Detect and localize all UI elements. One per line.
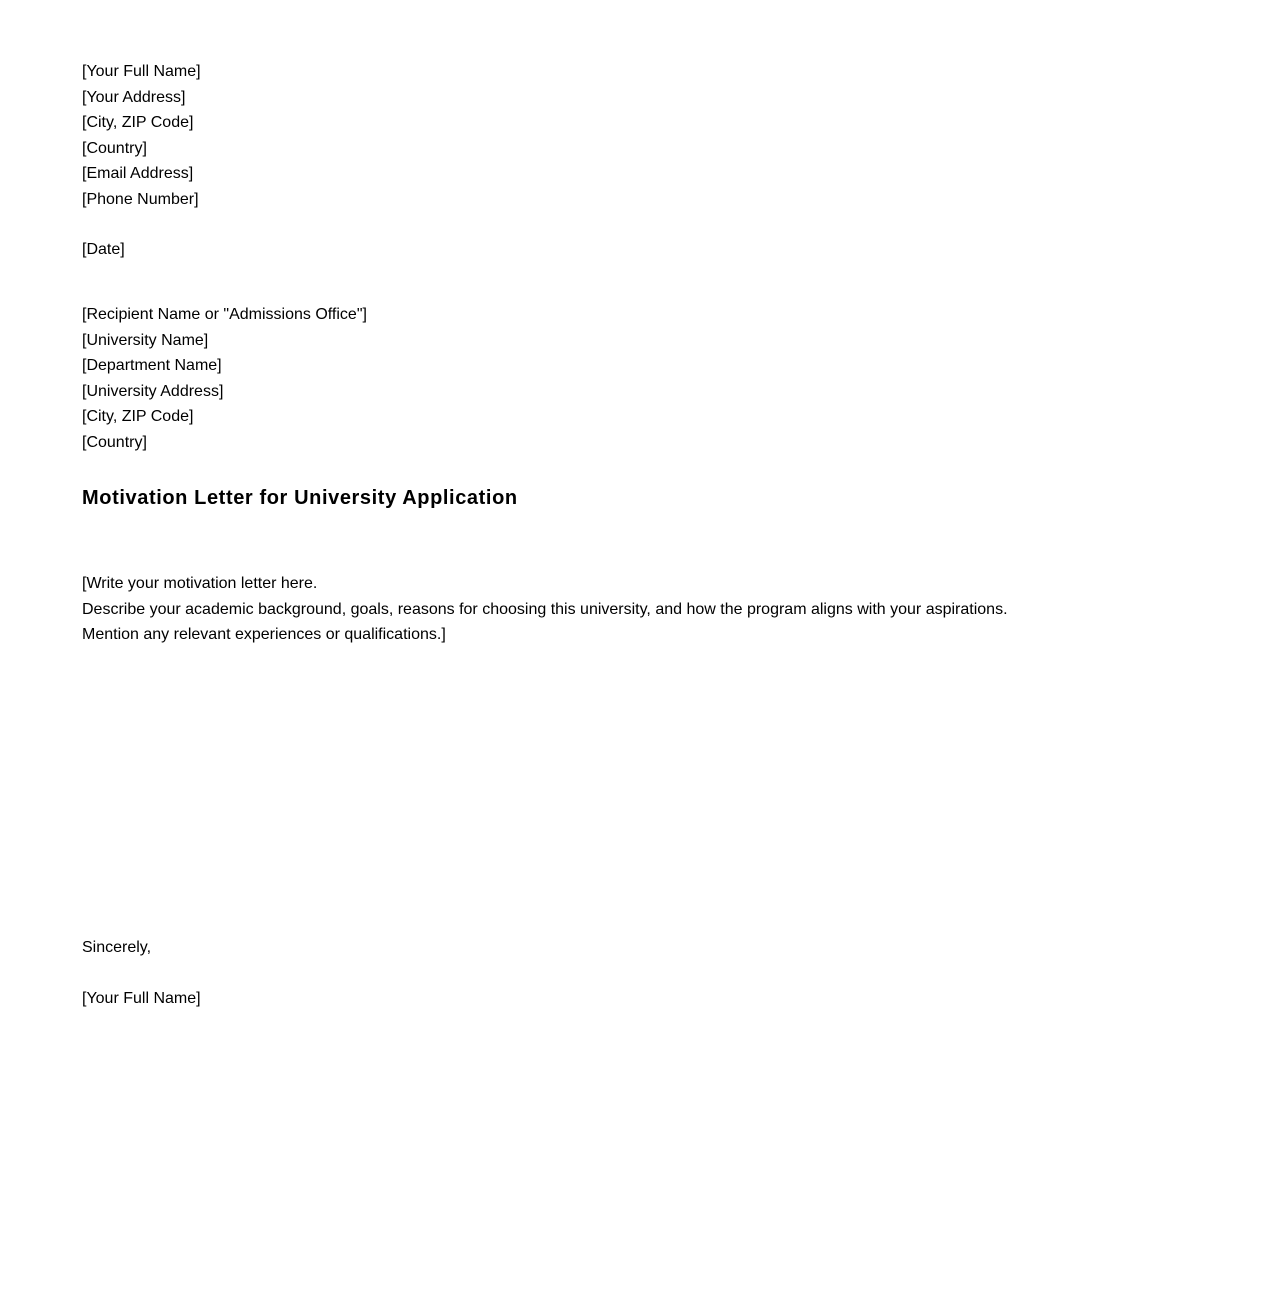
recipient-city-zip: [City, ZIP Code] [82,408,194,426]
recipient-country: [Country] [82,433,147,451]
letter-body [82,571,1008,648]
body-line-2: Describe your academic background, goals, reasons for choosing this university, and how the program aligns with your aspirations. [82,600,1008,618]
letter-title: Motivation Letter for University Application [82,487,518,509]
recipient-university-name: [University Name] [82,331,209,349]
recipient-university-address: [University Address] [82,382,224,400]
sender-address: [Your Address] [82,88,186,106]
signature-block [82,986,201,1012]
body-line-1: [Write your motivation letter here. [82,575,318,592]
sender-email: [Email Address] [82,165,194,183]
closing-block [82,935,151,961]
date-line [82,237,125,263]
sender-address-block [82,59,201,213]
letter-date: [Date] [82,241,125,258]
recipient-address-block [82,302,367,456]
sender-full-name: [Your Full Name] [82,63,201,80]
sender-phone: [Phone Number] [82,190,199,208]
signature-name: [Your Full Name] [82,990,201,1007]
closing-salutation: Sincerely, [82,939,152,956]
sender-country: [Country] [82,139,147,157]
recipient-name: [Recipient Name or "Admissions Office"] [82,306,367,323]
sender-city-zip: [City, ZIP Code] [82,114,194,132]
body-line-3: Mention any relevant experiences or qualifications.] [82,626,446,644]
recipient-department: [Department Name] [82,357,222,375]
